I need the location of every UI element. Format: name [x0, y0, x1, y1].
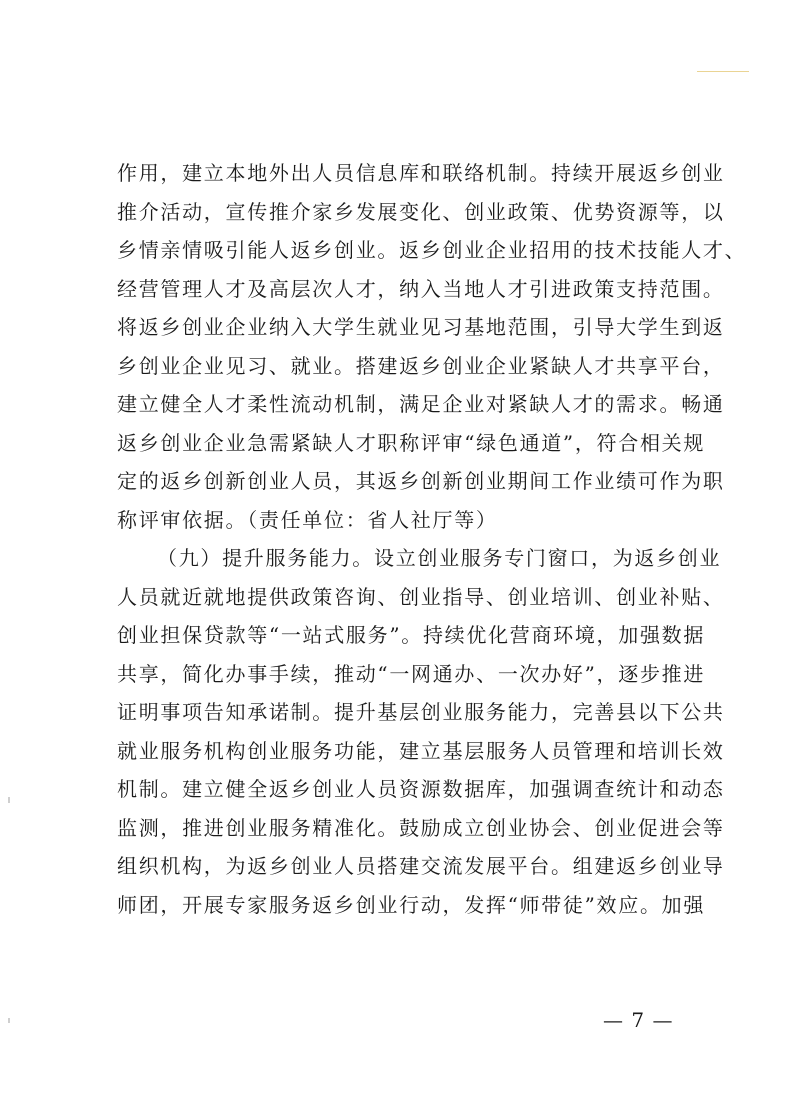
body-text [117, 154, 747, 924]
top-decorative-line [697, 71, 749, 72]
text-line: 人员就近就地提供政策咨询、创业指导、创业培训、创业补贴、 [117, 584, 725, 609]
text-line: 共享，简化办事手续，推动“一网通办、一次办好”，逐步推进 [117, 661, 706, 686]
text-line: 证明事项告知承诺制。提升基层创业服务能力，完善县以下公共 [117, 700, 725, 724]
text-line: 师团，开展专家服务返乡创业行动，发挥“师带徒”效应。加强 [117, 892, 706, 917]
text-line: 就业服务机构创业服务功能，建立基层服务人员管理和培训长效 [117, 738, 725, 763]
text-line: 建立健全人才柔性流动机制，满足企业对紧缺人才的需求。畅通 [117, 392, 725, 416]
text-line: 作用，建立本地外出人员信息库和联络机制。持续开展返乡创业 [117, 161, 725, 185]
text-line: 乡情亲情吸引能人返乡创业。返乡创业企业招用的技术技能人才、 [117, 238, 747, 262]
text-line: 机制。建立健全返乡创业人员资源数据库，加强调查统计和动态 [117, 777, 725, 801]
text-line: 返乡创业企业急需紧缺人才职称评审“绿色通道”，符合相关规 [117, 430, 706, 455]
text-line: 经营管理人才及高层次人才，纳入当地人才引进政策支持范围。 [117, 276, 725, 301]
text-line: 创业担保贷款等“一站式服务”。持续优化营商环境，加强数据 [117, 623, 706, 647]
text-line: 称评审依据。（责任单位：省人社厅等） [117, 507, 498, 532]
text-line: 推介活动，宣传推介家乡发展变化、创业政策、优势资源等，以 [117, 199, 725, 224]
text-line: 乡创业企业见习、就业。搭建返乡创业企业紧缺人才共享平台， [117, 353, 725, 378]
scan-speck [8, 1018, 10, 1023]
text-line: 将返乡创业企业纳入大学生就业见习基地范围，引导大学生到返 [117, 315, 725, 339]
page-number: — 7 — [603, 1008, 674, 1032]
scan-speck [8, 797, 10, 803]
text-line: 监测，推进创业服务精准化。鼓励成立创业协会、创业促进会等 [117, 815, 725, 840]
text-line: 定的返乡创新创业人员，其返乡创新创业期间工作业绩可作为职 [117, 469, 725, 493]
text-line: 组织机构，为返乡创业人员搭建交流发展平台。组建返乡创业导 [117, 854, 725, 878]
section-heading-line: （九）提升服务能力。设立创业服务专门窗口，为返乡创业 [157, 546, 722, 570]
